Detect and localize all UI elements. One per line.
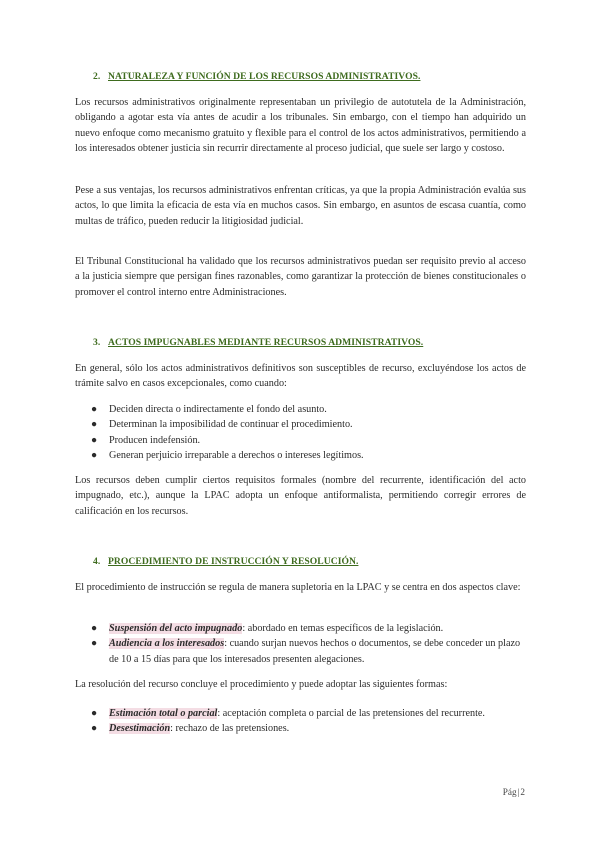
bullet-list: [75, 621, 526, 667]
list-item: ● Determinan la imposibilidad de continuar el procedimiento.: [75, 417, 526, 432]
bullet-icon: ●: [91, 434, 98, 446]
paragraph: En general, sólo los actos administrativos definitivos son susceptibles de recurso, excluyéndose los actos de trámite salvo en casos excepcionales, como cuando:: [75, 363, 526, 390]
paragraph: El procedimiento de instrucción se regula de manera supletoria en la LPAC y se centra en dos aspectos clave:: [75, 582, 521, 593]
section-title: ACTOS IMPUGNABLES MEDIANTE RECURSOS ADMINISTRATIVOS.: [108, 337, 424, 348]
paragraph: La resolución del recurso concluye el procedimiento y puede adoptar las siguientes formas:: [75, 679, 448, 690]
paragraph: Los recursos administrativos originalmente representaban un privilegio de autotutela de la Administración, obligando a agotar esta vía antes de acudir a los tribunales. Sin embargo, con el tiempo han adquirido un nuevo enfoque como mecanismo gratuito y flexible para el control de los actos administrativos, permitiendo a los interesados obtener justicia sin recurrir directamente al proceso judicial, que suele ser largo y costoso.: [75, 97, 526, 154]
term-highlight: Audiencia a los interesados: [109, 638, 225, 650]
page-number: 2: [520, 787, 525, 797]
bullet-icon: ●: [91, 404, 98, 415]
section-2-heading: [93, 71, 420, 82]
term-highlight: Desestimación: [109, 723, 171, 735]
bullet-icon: ●: [91, 449, 98, 461]
bullet-icon: ●: [91, 419, 98, 431]
bullet-icon: ●: [91, 623, 98, 634]
bullet-list: [75, 402, 526, 463]
list-item: ● Desestimación: rechazo de las pretensiones.: [75, 721, 526, 736]
page-footer: [503, 787, 525, 797]
term-highlight: Estimación total o parcial: [109, 708, 218, 719]
list-item: ● Generan perjuicio irreparable a derechos o intereses legítimos.: [75, 448, 526, 463]
paragraph: El Tribunal Constitucional ha validado que los recursos administrativos puedan ser requisito previo al acceso a la justicia siempre que persigan fines razonables, como garantizar la protección de bienes constitucionales o promover el control interno entre Administraciones.: [75, 256, 526, 298]
bullet-icon: ●: [91, 708, 98, 719]
section-title: PROCEDIMIENTO DE INSTRUCCIÓN Y RESOLUCIÓN.: [108, 556, 359, 567]
paragraph: Los recursos deben cumplir ciertos requisitos formales (nombre del recurrente, identificación del acto impugnado, etc.), aunque la LPAC adopta un enfoque antiformalista, permitiendo corregir errores de calificación en los recursos.: [75, 475, 526, 517]
section-number: 4.: [93, 556, 101, 567]
list-item: ● Suspensión del acto impugnado: abordado en temas específicos de la legislación.: [75, 621, 526, 636]
bullet-icon: ●: [91, 723, 98, 735]
term-highlight: Suspensión del acto impugnado: [109, 623, 243, 634]
section-3-heading: [93, 337, 423, 348]
section-title: NATURALEZA Y FUNCIÓN DE LOS RECURSOS ADMINISTRATIVOS.: [108, 71, 421, 82]
footer-separator: |: [517, 787, 520, 797]
bullet-list: [75, 706, 526, 737]
section-number: 2.: [93, 71, 101, 82]
paragraph: Pese a sus ventajas, los recursos administrativos enfrentan críticas, ya que la propia Administración evalúa sus actos, lo que limita la eficacia de esta vía en muchos casos. Sin embargo, en asuntos de escasa cuantía, como multas de tráfico, pueden reducir la litigiosidad judicial.: [75, 185, 526, 227]
list-item: ● Audiencia a los interesados: cuando surjan nuevos hechos o documentos, se debe conceder un plazo de 10 a 15 días para que los interesados presenten alegaciones.: [91, 638, 521, 665]
section-4-heading: [93, 556, 358, 567]
list-item: ● Estimación total o parcial: aceptación completa o parcial de las pretensiones del recurrente.: [75, 706, 526, 721]
section-number: 3.: [93, 337, 101, 348]
list-item: ● Deciden directa o indirectamente el fondo del asunto.: [75, 402, 526, 417]
list-item: ● Producen indefensión.: [75, 433, 526, 448]
page-label: Pág: [502, 787, 517, 797]
bullet-icon: ●: [91, 638, 98, 650]
